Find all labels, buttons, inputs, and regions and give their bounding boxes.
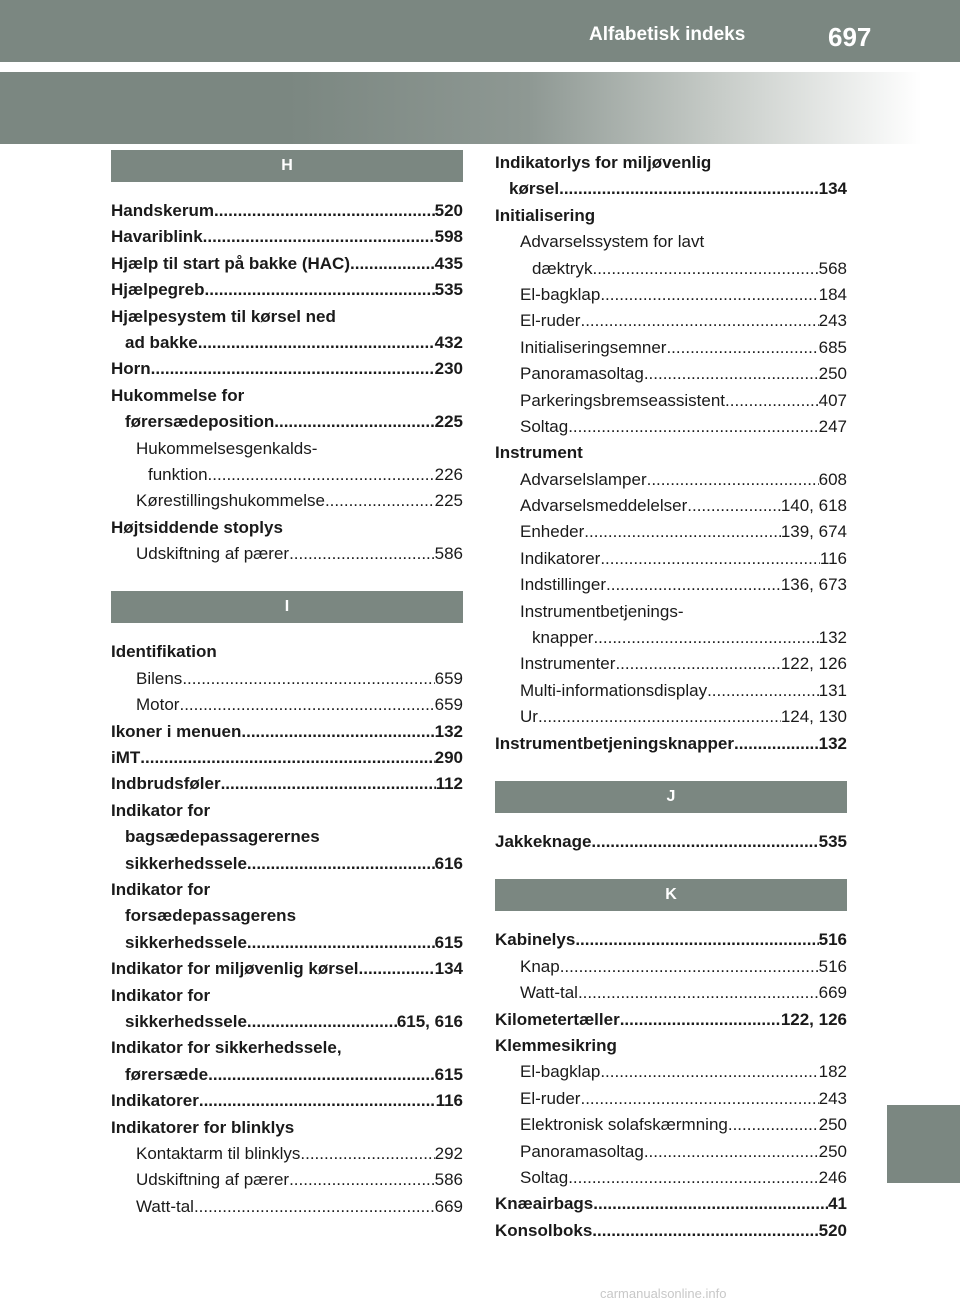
index-entry-page: 586 [434, 1170, 463, 1190]
index-entry-term: Højtsiddende stoplys [111, 517, 283, 537]
dot-leader [247, 930, 435, 956]
dot-leader [559, 176, 819, 202]
index-entry [495, 546, 847, 572]
index-entry-term: Kontaktarm til blinklys [136, 1143, 301, 1163]
dot-leader [182, 666, 434, 692]
index-entry [111, 1062, 463, 1088]
index-entry-term: funktion [148, 464, 208, 484]
index-entry [495, 1033, 847, 1059]
dot-leader [666, 335, 818, 361]
index-entry [111, 1035, 463, 1061]
dot-leader [214, 198, 435, 224]
index-entry [495, 731, 847, 757]
index-entry-term: Instrumenter [520, 654, 616, 674]
index-entry [111, 692, 463, 718]
index-entry-term: Udskiftning af pærer [136, 544, 290, 564]
thumb-index-tab [887, 1105, 960, 1183]
dot-leader [199, 1088, 436, 1114]
index-entry [111, 1009, 463, 1035]
dot-leader [644, 1139, 819, 1165]
index-entry [111, 930, 463, 956]
index-entry-page: 659 [434, 695, 463, 715]
index-entry [495, 282, 847, 308]
index-entry [111, 224, 463, 250]
index-entry-page: 246 [818, 1167, 847, 1187]
index-entry-term: Initialisering [495, 205, 596, 225]
index-entry-term: Initialiseringsemner [520, 337, 667, 357]
index-entry-term: Havariblink [111, 227, 203, 247]
index-entry-page: 182 [818, 1062, 847, 1082]
index-entry-term: iMT [111, 748, 141, 768]
index-entry-page: 615 [434, 932, 463, 952]
dot-leader [725, 388, 819, 414]
dot-leader [208, 462, 435, 488]
index-entry-page: 250 [818, 1141, 847, 1161]
index-entry [495, 1139, 847, 1165]
index-entry-term: Advarselssystem for lavt [520, 232, 705, 252]
index-entry-page: 685 [818, 337, 847, 357]
index-entry-term: Indikator for [111, 879, 211, 899]
index-entry [111, 1194, 463, 1220]
index-entry-term: Soltag [520, 1167, 569, 1187]
index-entry-term: El-ruder [520, 1088, 581, 1108]
index-entry-page: 407 [818, 390, 847, 410]
index-entry [495, 927, 847, 953]
index-entry-page: 124, 130 [780, 707, 847, 727]
index-entry-term: El-bagklap [520, 1062, 601, 1082]
dot-leader [538, 704, 781, 730]
section-header-i: I [111, 591, 463, 623]
dot-leader [274, 409, 434, 435]
dot-leader [247, 1009, 397, 1035]
index-entry [495, 1007, 847, 1033]
index-entry-page: 250 [818, 1115, 847, 1135]
index-entry-page: 292 [434, 1143, 463, 1163]
index-entry-page: 608 [818, 469, 847, 489]
dot-leader [140, 745, 434, 771]
index-entry-page: 41 [828, 1194, 847, 1214]
index-entry-term: Kørestillingshukommelse [136, 491, 325, 511]
index-entry [495, 1191, 847, 1217]
dot-leader [208, 1062, 434, 1088]
index-entry [111, 903, 463, 929]
index-entry [495, 203, 847, 229]
index-entry-page: 586 [434, 544, 463, 564]
index-entry [111, 462, 463, 488]
index-entry [111, 1088, 463, 1114]
dot-leader [644, 361, 819, 387]
index-entry [495, 599, 847, 625]
index-entry-term: Parkeringsbremseassistent [520, 390, 726, 410]
index-entry [111, 639, 463, 665]
index-entry-page: 243 [818, 1088, 847, 1108]
index-entry-page: 535 [818, 831, 847, 851]
index-entry [111, 851, 463, 877]
index-entry-page: 134 [818, 179, 847, 199]
index-entry-page: 132 [818, 733, 847, 753]
index-entry [495, 519, 847, 545]
header-title: Alfabetisk indeks [589, 24, 746, 45]
dot-leader [289, 1167, 435, 1193]
index-entry-term: Identifikation [111, 642, 217, 662]
index-entry [111, 877, 463, 903]
dot-leader [203, 224, 435, 250]
index-entry-term: Instrumentbetjenings- [520, 601, 684, 621]
index-entry [495, 980, 847, 1006]
index-entry-term: Kabinelys [495, 930, 576, 950]
index-entry [495, 625, 847, 651]
index-entry-term: Indikator for [111, 985, 211, 1005]
index-entry-term: Panoramasoltag [520, 364, 644, 384]
dot-leader [359, 956, 435, 982]
dot-leader [560, 954, 819, 980]
index-entry-term: bagsædepassagerernes [125, 827, 320, 847]
dot-leader [205, 277, 435, 303]
entry-list [111, 198, 463, 567]
dot-leader [592, 256, 818, 282]
index-entry-page: 615 [434, 1064, 463, 1084]
index-entry-page: 116 [435, 1091, 463, 1111]
dot-leader [592, 1218, 818, 1244]
dot-leader [584, 519, 781, 545]
index-entry-page: 243 [818, 311, 847, 331]
index-entry-term: Hjælp til start på bakke (HAC) [111, 253, 350, 273]
dot-leader [568, 1165, 818, 1191]
index-entry-term: Instrumentbetjeningsknapper [495, 733, 734, 753]
dot-leader [151, 356, 435, 382]
dot-leader [300, 1141, 434, 1167]
index-entry-term: Indstillinger [520, 575, 606, 595]
index-entry-term: ad bakke [125, 332, 198, 352]
index-entry-term: Motor [136, 695, 180, 715]
dot-leader [620, 1007, 781, 1033]
footer-watermark: carmanualsonline.info [600, 1286, 727, 1301]
index-entry-term: Instrument [495, 443, 583, 463]
index-entry-page: 247 [818, 416, 847, 436]
index-entry-page: 516 [818, 956, 847, 976]
entry-list [495, 927, 847, 1244]
index-entry [495, 176, 847, 202]
index-entry [495, 1086, 847, 1112]
index-entry-term: Indikatorer [520, 548, 601, 568]
index-entry-page: 225 [434, 412, 463, 432]
index-entry-page: 250 [818, 364, 847, 384]
index-entry [111, 409, 463, 435]
left-column [111, 150, 463, 1220]
index-entry [495, 1059, 847, 1085]
index-entry-page: 132 [434, 721, 463, 741]
index-entry-page: 535 [434, 280, 463, 300]
index-entry-term: førersædeposition [125, 412, 275, 432]
index-entry [495, 829, 847, 855]
index-entry [495, 572, 847, 598]
index-entry-term: Indikator for [111, 800, 211, 820]
index-entry [495, 493, 847, 519]
dot-leader [600, 1059, 818, 1085]
index-entry [111, 383, 463, 409]
index-entry [111, 541, 463, 567]
index-entry [111, 251, 463, 277]
index-entry [111, 983, 463, 1009]
index-entry-page: 290 [434, 748, 463, 768]
index-entry-term: Konsolboks [495, 1220, 593, 1240]
index-entry-term: Enheder [520, 522, 585, 542]
index-entry-page: 116 [819, 548, 847, 568]
index-entry-page: 669 [818, 983, 847, 1003]
index-entry-page: 568 [818, 258, 847, 278]
dot-leader [289, 541, 435, 567]
index-entry [495, 678, 847, 704]
index-entry [111, 304, 463, 330]
index-entry-page: 669 [434, 1196, 463, 1216]
index-entry-term: Indikator for miljøvenlig kørsel [111, 959, 359, 979]
index-entry-page: 134 [434, 959, 463, 979]
header-bar [0, 0, 960, 62]
entry-list [495, 150, 847, 757]
dot-leader [350, 251, 435, 277]
index-entry-page: 122, 126 [780, 1009, 847, 1029]
index-entry [111, 771, 463, 797]
index-entry [111, 798, 463, 824]
index-entry-term: Soltag [520, 416, 569, 436]
index-entry [111, 719, 463, 745]
index-entry [111, 666, 463, 692]
index-entry-term: Advarselsmeddelelser [520, 496, 688, 516]
index-entry-term: Knæairbags [495, 1194, 594, 1214]
dot-leader [575, 927, 818, 953]
index-entry-term: Watt-tal [136, 1196, 194, 1216]
index-entry-page: 132 [818, 628, 847, 648]
index-entry [495, 704, 847, 730]
index-entry [495, 256, 847, 282]
section-header-k: K [495, 879, 847, 911]
dot-leader [568, 414, 818, 440]
index-entry-page: 230 [434, 359, 463, 379]
index-entry-term: førersæde [125, 1064, 209, 1084]
dot-leader [728, 1112, 819, 1138]
dot-leader [593, 1191, 828, 1217]
index-entry-page: 122, 126 [780, 654, 847, 674]
index-entry-term: Advarselslamper [520, 469, 647, 489]
dot-leader [600, 282, 818, 308]
header-banner [0, 72, 960, 144]
index-entry [111, 356, 463, 382]
index-entry [111, 1115, 463, 1141]
index-entry-term: Indikator for sikkerhedssele, [111, 1038, 342, 1058]
index-entry-page: 520 [818, 1220, 847, 1240]
index-entry-page: 225 [434, 491, 463, 511]
index-entry-term: Kilometertæller [495, 1009, 620, 1029]
index-entry-term: Horn [111, 359, 151, 379]
index-entry-term: El-bagklap [520, 284, 601, 304]
index-entry [495, 388, 847, 414]
index-entry-term: Multi-informationsdisplay [520, 680, 708, 700]
index-entry-term: Hukommelse for [111, 385, 245, 405]
index-entry-page: 520 [434, 201, 463, 220]
index-entry-term: Indbrudsføler [111, 774, 221, 794]
index-entry-term: Handskerum [111, 201, 214, 220]
index-entry [111, 515, 463, 541]
index-entry [111, 1141, 463, 1167]
index-entry [111, 1167, 463, 1193]
dot-leader [179, 692, 434, 718]
section-header-h: H [111, 150, 463, 182]
index-entry [111, 745, 463, 771]
index-entry [495, 414, 847, 440]
index-entry-page: 659 [434, 668, 463, 688]
index-entry-term: knapper [532, 628, 594, 648]
index-entry-term: Udskiftning af pærer [136, 1170, 290, 1190]
index-entry-term: Indikatorlys for miljøvenlig [495, 153, 712, 172]
dot-leader [615, 651, 780, 677]
index-entry [111, 956, 463, 982]
index-entry-term: Indikatorer [111, 1091, 199, 1111]
index-entry-term: Hjælpegreb [111, 280, 205, 300]
section-header-j: J [495, 781, 847, 813]
dot-leader [194, 1194, 435, 1220]
index-entry-page: 598 [434, 227, 463, 247]
index-entry [111, 824, 463, 850]
dot-leader [591, 829, 818, 855]
index-entry-term: Ikoner i menuen [111, 721, 242, 741]
dot-leader [580, 1086, 818, 1112]
index-entry-page: 516 [818, 930, 847, 950]
index-entry [111, 488, 463, 514]
dot-leader [325, 488, 435, 514]
index-entry-term: sikkerhedssele [125, 932, 247, 952]
index-entry-term: Watt-tal [520, 983, 578, 1003]
index-entry-term: sikkerhedssele [125, 853, 247, 873]
dot-leader [707, 678, 819, 704]
index-entry [495, 467, 847, 493]
index-entry-page: 140, 618 [780, 496, 847, 516]
index-entry-term: El-ruder [520, 311, 581, 331]
index-entry-page: 136, 673 [780, 575, 847, 595]
index-entry-page: 139, 674 [780, 522, 847, 542]
index-entry-term: Indikatorer for blinklys [111, 1117, 295, 1137]
index-entry-term: Klemmesikring [495, 1035, 617, 1055]
entry-list [111, 639, 463, 1220]
index-entry-page: 616 [434, 853, 463, 873]
index-entry-term: Hukommelsesgenkalds- [136, 438, 318, 458]
index-entry-term: dæktryk [532, 258, 593, 278]
dot-leader [241, 719, 434, 745]
index-entry [495, 335, 847, 361]
dot-leader [580, 308, 818, 334]
index-entry [495, 651, 847, 677]
dot-leader [600, 546, 820, 572]
dot-leader [606, 572, 781, 598]
index-entry [495, 361, 847, 387]
index-entry [495, 1165, 847, 1191]
index-entry-term: Hjælpesystem til kørsel ned [111, 306, 336, 326]
right-column [495, 150, 847, 1244]
index-entry [495, 229, 847, 255]
index-entry-term: Bilens [136, 668, 183, 688]
index-entry-page: 112 [435, 774, 463, 794]
dot-leader [647, 467, 819, 493]
index-entry-page: 432 [434, 332, 463, 352]
entry-list [495, 829, 847, 855]
index-entry-term: Elektronisk solafskærmning [520, 1115, 728, 1135]
index-entry-term: Panoramasoltag [520, 1141, 644, 1161]
index-entry [111, 277, 463, 303]
dot-leader [593, 625, 818, 651]
index-entry-term: Ur [520, 707, 538, 727]
index-entry [495, 440, 847, 466]
index-entry [111, 198, 463, 224]
index-entry [495, 1218, 847, 1244]
index-entry-term: kørsel [509, 179, 560, 199]
index-entry [495, 1112, 847, 1138]
index-entry-page: 226 [434, 464, 463, 484]
page-number: 697 [828, 22, 872, 52]
index-entry [495, 150, 847, 176]
index-entry-page: 131 [818, 680, 847, 700]
index-entry-term: Knap [520, 956, 560, 976]
index-entry [111, 436, 463, 462]
index-entry [495, 308, 847, 334]
index-entry-term: Jakkeknage [495, 831, 592, 851]
dot-leader [734, 731, 819, 757]
index-entry-term: sikkerhedssele [125, 1011, 247, 1031]
dot-leader [247, 851, 435, 877]
index-entry-term: forsædepassagerens [125, 906, 297, 926]
index-entry-page: 435 [434, 253, 463, 273]
index-entry-page: 615, 616 [396, 1011, 463, 1031]
index-entry [495, 954, 847, 980]
dot-leader [198, 330, 435, 356]
index-entry-page: 184 [818, 284, 847, 304]
dot-leader [578, 980, 819, 1006]
index-entry [111, 330, 463, 356]
dot-leader [687, 493, 781, 519]
dot-leader [221, 771, 436, 797]
